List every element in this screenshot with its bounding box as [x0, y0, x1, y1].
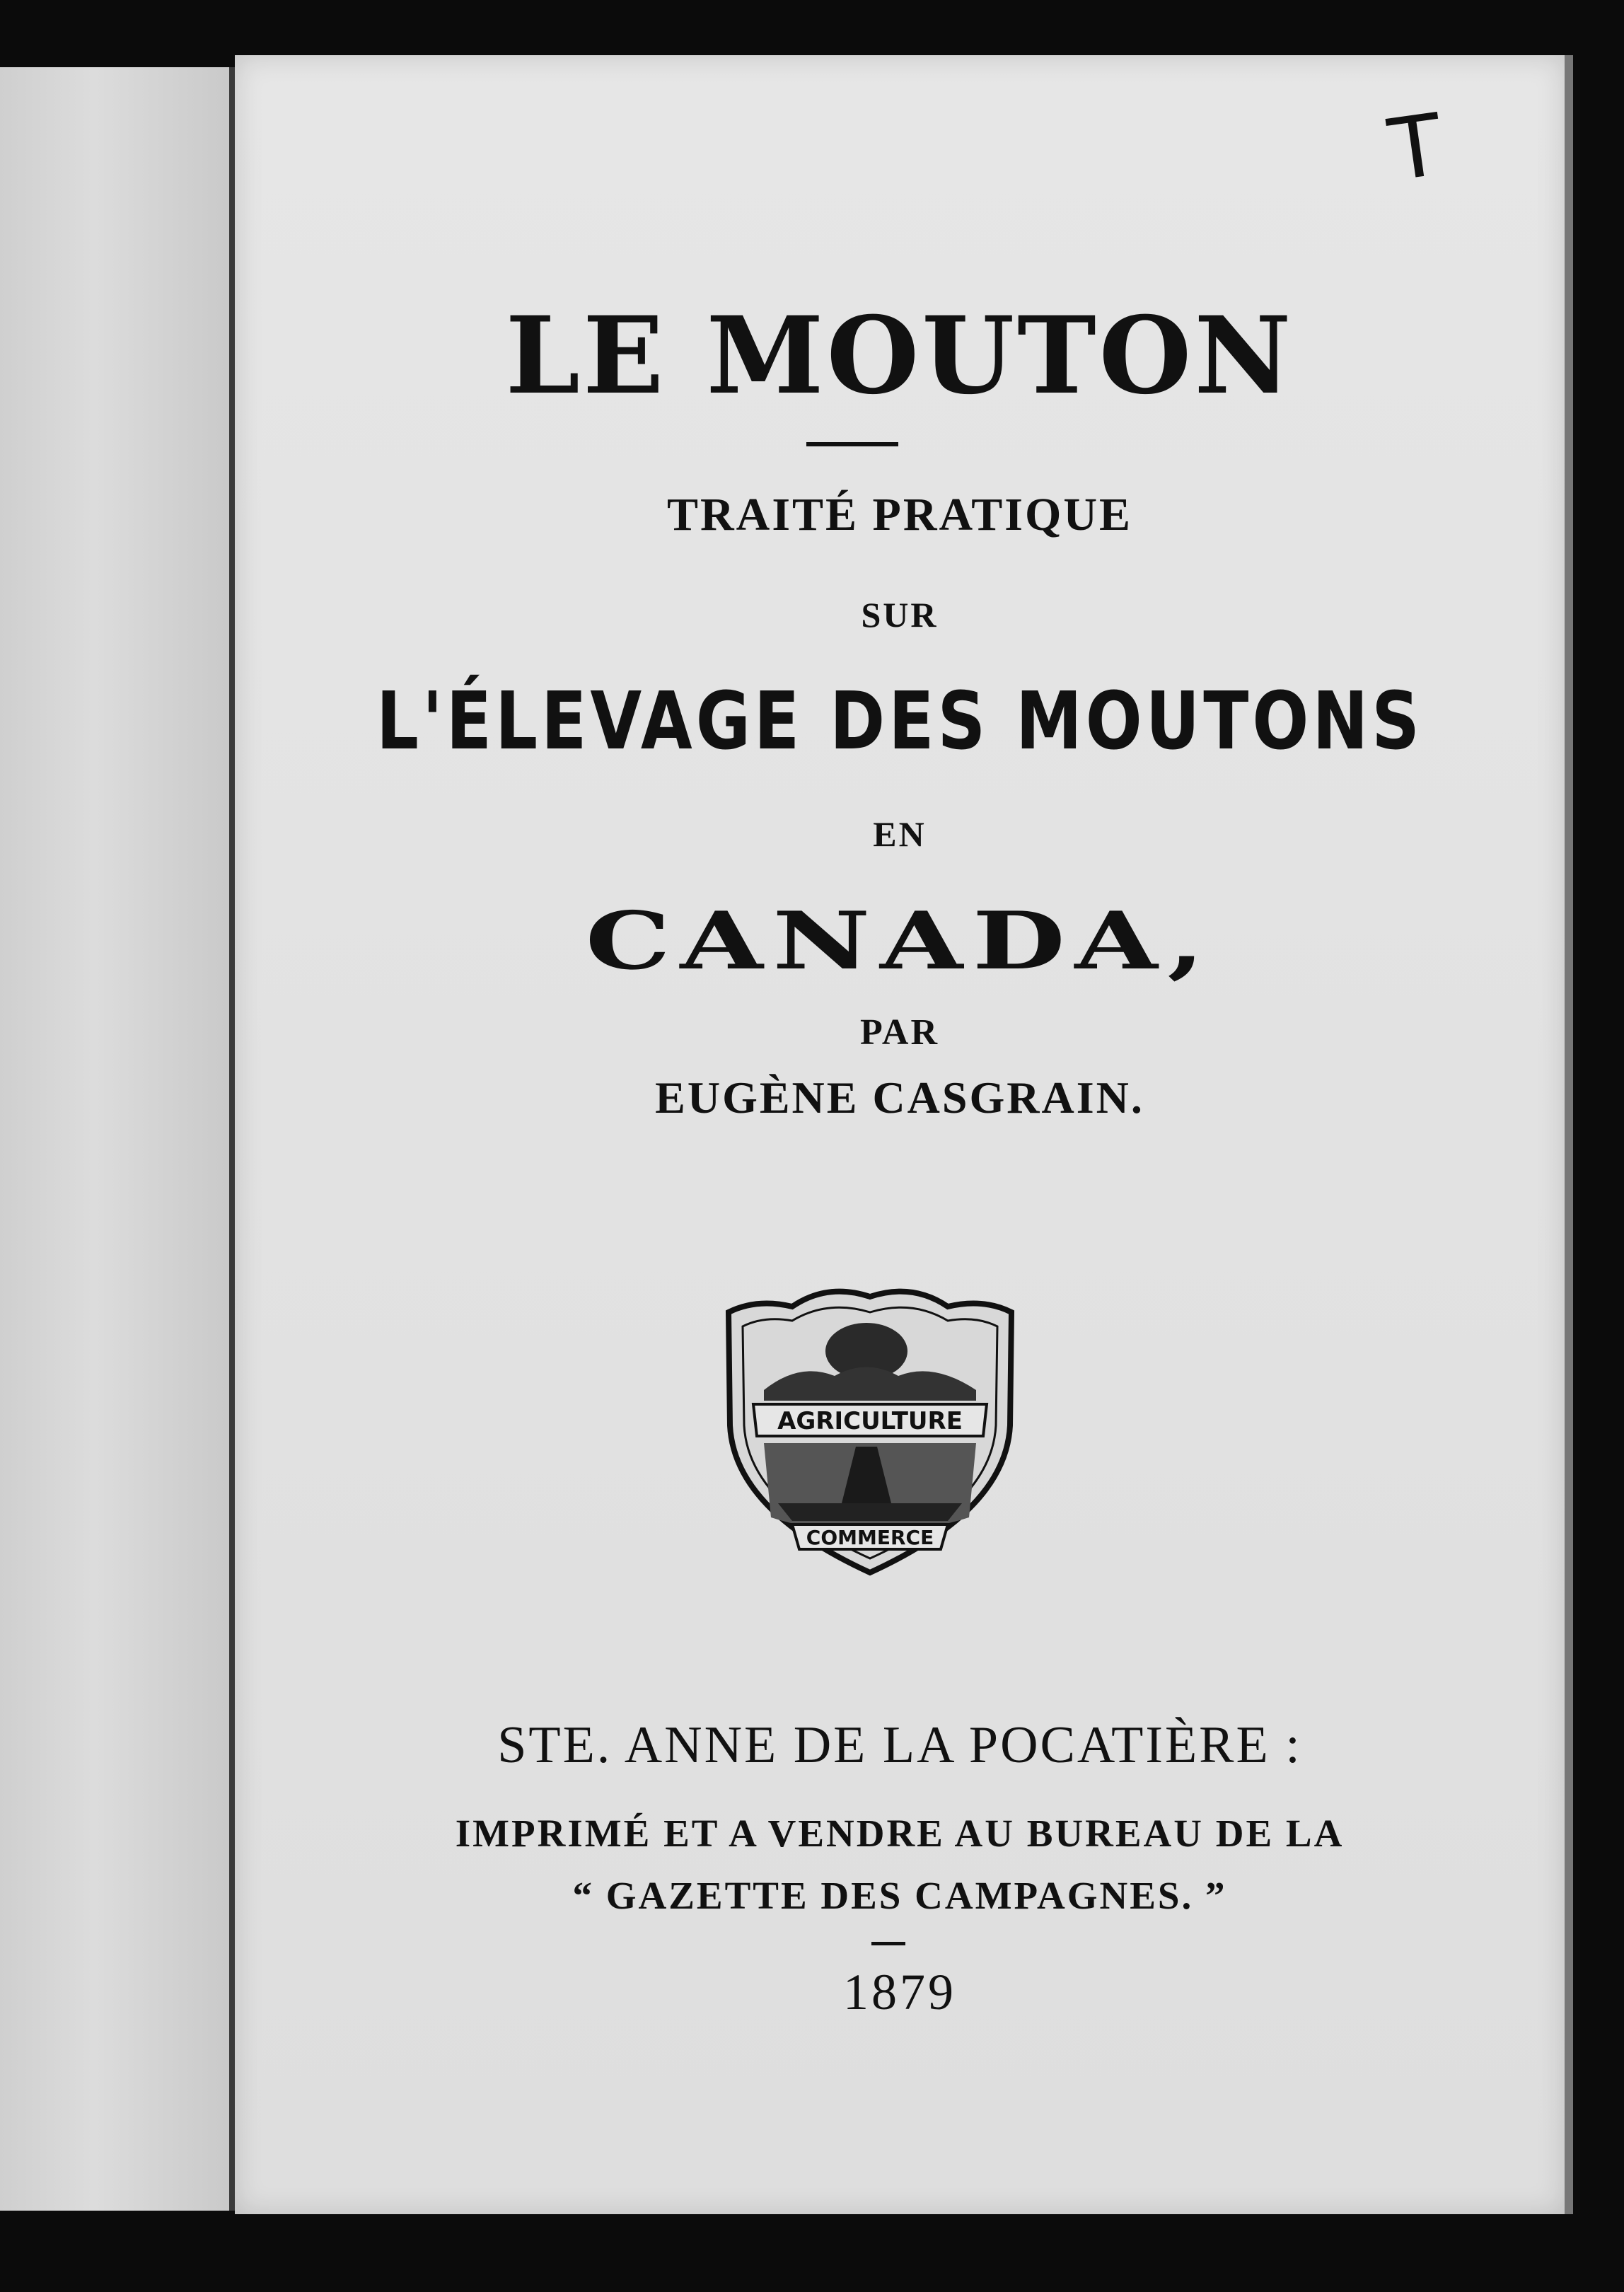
gazette-line: “ GAZETTE DES CAMPAGNES. ”: [572, 1874, 1227, 1917]
imprint-line: IMPRIMÉ ET A VENDRE AU BUREAU DE LA: [455, 1812, 1345, 1855]
publication-year: 1879: [843, 1964, 956, 2020]
main-topic: L'ÉLEVAGE DES MOUTONS: [376, 676, 1424, 768]
emblem-top-banner: AGRICULTURE: [777, 1407, 963, 1435]
agriculture-commerce-emblem: [714, 1277, 1026, 1581]
handwritten-mark: T: [1383, 96, 1449, 201]
connector-sur: SUR: [861, 595, 939, 635]
left-facing-page: [0, 67, 235, 2211]
subtitle: TRAITÉ PRATIQUE: [666, 489, 1133, 540]
book-title: LE MOUTON: [505, 294, 1294, 418]
country-name: CANADA,: [585, 895, 1214, 988]
emblem-bottom-banner: COMMERCE: [806, 1526, 934, 1549]
by-label: PAR: [859, 1012, 939, 1053]
publication-place: STE. ANNE DE LA POCATIÈRE :: [497, 1716, 1302, 1774]
page-edge: [1565, 55, 1573, 2214]
page-fold: [229, 67, 235, 2211]
title-rule: [806, 442, 898, 446]
author-name: EUGÈNE CASGRAIN.: [655, 1072, 1144, 1123]
connector-en: EN: [873, 814, 927, 854]
year-rule: [871, 1942, 905, 1945]
